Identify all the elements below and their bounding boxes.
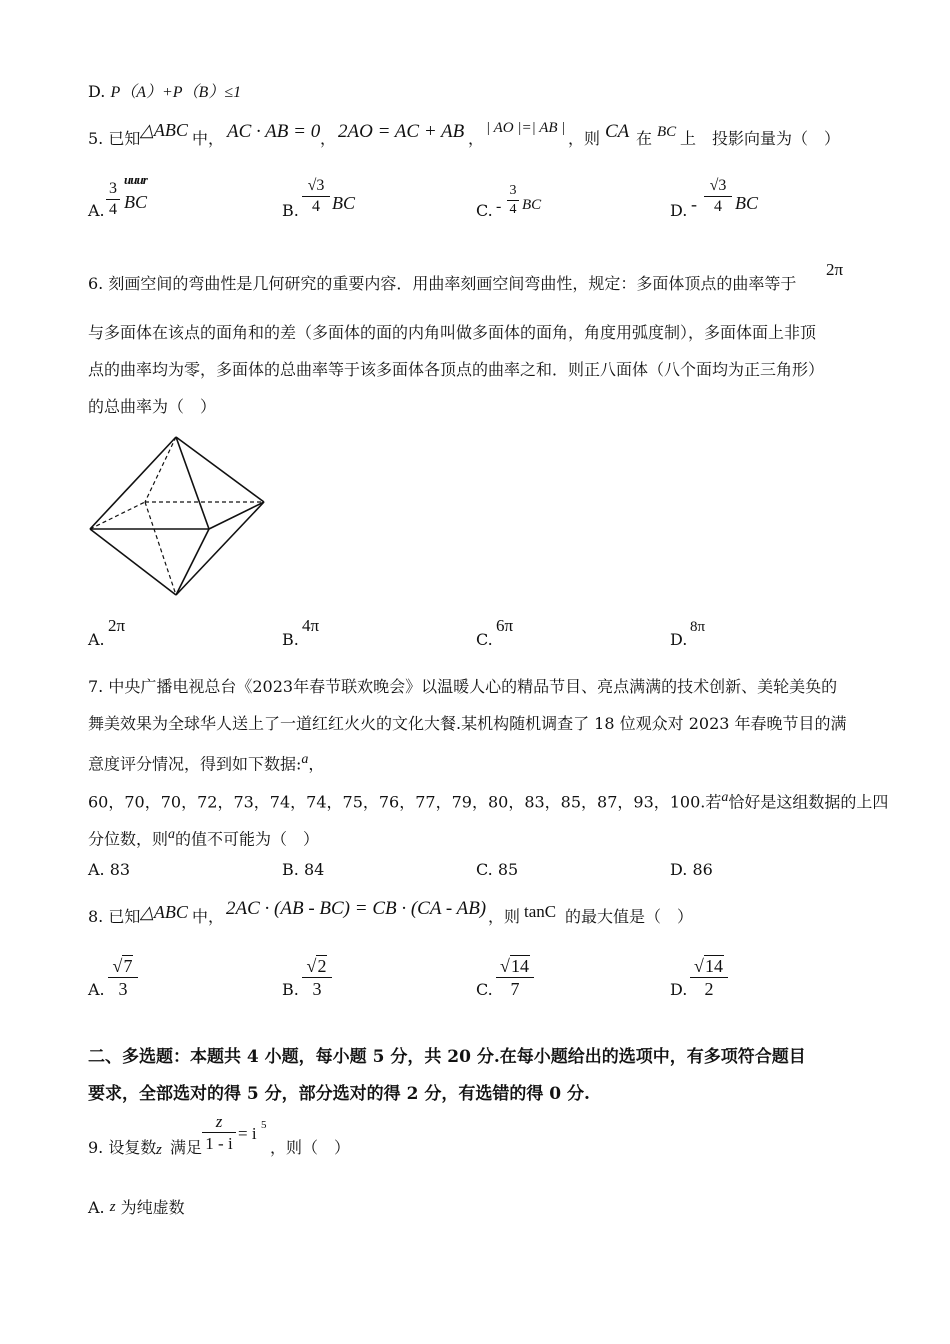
q5-cond3: | AO |=| AB | — [486, 120, 566, 136]
q7-line2: 舞美效果为全球华人送上了一道红红火火的文化大餐.某机构随机调查了 18 位观众对 2023 年春晚节目的满 — [88, 714, 847, 733]
q5-option-a-arrow: uuur — [124, 172, 147, 187]
edge — [176, 437, 264, 502]
edge — [90, 529, 176, 595]
octahedron-figure — [80, 430, 280, 605]
q5-zhong: 中， — [192, 129, 225, 148]
q9-mid: 满足 — [170, 1138, 203, 1157]
q8-zhong: 中， — [192, 907, 225, 926]
q6-option-c-label: C. — [476, 630, 493, 649]
q7-option-b: B. 84 — [282, 860, 325, 879]
q5-option-b-fraction: √3 4 — [302, 178, 330, 215]
q4-option-d: D. P（A）+P（B）≤1 — [88, 82, 242, 101]
q8-option-a-label: A. — [88, 980, 105, 999]
q5-option-b-label: B. — [282, 201, 299, 220]
edge — [176, 529, 209, 595]
hidden-edge — [90, 502, 145, 529]
q9-option-a: A. z 为纯虚数 — [88, 1198, 185, 1217]
q6-option-d-label: D. — [670, 630, 688, 649]
q6-option-c-value: 6π — [496, 616, 514, 635]
q7-option-d: D. 86 — [670, 860, 713, 879]
q5-ca: CA — [605, 121, 630, 142]
q6-option-a-label: A. — [88, 630, 105, 649]
q8-option-d-fraction: √14 2 — [690, 957, 728, 998]
q5-option-c-fraction: 3 4 — [507, 184, 519, 217]
q5-option-c-sign: - — [496, 198, 502, 215]
q8-condition: 2AC · (AB - BC) = CB · (CA - AB) — [226, 898, 487, 919]
q6-line3: 点的曲率均为零，多面体的总曲率等于该多面体各顶点的曲率之和．则正八面体（八个面均为正三角形） — [88, 360, 825, 379]
q8-option-d-label: D. — [670, 980, 688, 999]
edge — [176, 502, 264, 595]
q8-option-c-label: C. — [476, 980, 493, 999]
q5-option-a-label: A. — [88, 201, 105, 220]
q6-option-b-value: 4π — [302, 616, 320, 635]
q5-option-c-vector: BC — [522, 197, 542, 213]
q6-line2: 与多面体在该点的面角和的差（多面体的面的内角叫做多面体的面角，角度用弧度制），多面体面上非顶 — [88, 323, 817, 342]
q8-suffix: 的最大值是（ ） — [565, 907, 694, 926]
q9-suffix: ，则（ ） — [270, 1138, 351, 1157]
q6-option-a-value: 2π — [108, 616, 126, 635]
q6-line4: 的总曲率为（ ） — [88, 397, 217, 416]
q8-tanc: tanC — [524, 902, 557, 921]
q5-option-b-vector: BC — [332, 193, 356, 213]
q7-option-a: A. 83 — [88, 860, 131, 879]
q7-line1: 7. 中央广播电视总台《2023年春节联欢晚会》以温暖人心的精品节目、亮点满满的技术创新、美轮美奂的 — [88, 677, 838, 696]
q5-option-a-vector: BC — [124, 192, 148, 212]
q5-triangle: △ABC — [140, 120, 188, 140]
q8-triangle: △ABC — [140, 902, 188, 922]
q5-bc: BC — [657, 124, 677, 140]
q9-z: z — [156, 1142, 162, 1158]
hidden-edge — [145, 502, 176, 595]
q8-ze: ，则 — [488, 907, 521, 926]
q7-line3: 意度评分情况，得到如下数据:$^a$， — [88, 752, 325, 774]
section2-heading-line2: 要求，全部选对的得 5 分，部分选对的得 2 分，有选错的得 0 分. — [88, 1084, 590, 1104]
edge — [90, 437, 176, 529]
q5-option-d-vector: BC — [735, 193, 759, 213]
hidden-edge — [145, 437, 176, 502]
q8-prefix: 8. 已知 — [88, 907, 141, 926]
q9-equals-i: = i — [238, 1124, 257, 1143]
edge — [209, 502, 264, 529]
q8-option-b-label: B. — [282, 980, 299, 999]
q8-option-b-fraction: √2 3 — [302, 957, 332, 998]
q6-option-d-value: 8π — [690, 619, 706, 635]
q6-two-pi: 2π — [826, 260, 844, 279]
q6-line1: 6. 刻画空间的弯曲性是几何研究的重要内容．用曲率刻画空间弯曲性，规定：多面体顶点的曲率等于 — [88, 274, 797, 293]
q5-comma2: ， — [468, 129, 485, 148]
q6-option-b-label: B. — [282, 630, 299, 649]
q9-prefix: 9. 设复数 — [88, 1138, 157, 1157]
q5-option-d-sign: - — [691, 194, 697, 214]
q5-zai: 在 — [636, 129, 653, 148]
q5-option-c-label: C. — [476, 201, 493, 220]
q7-line4: 60，70，70，72，73，74，74，75，76，77，79，80，83，85，87，93，100.若$^a$恰好是这组数据的上四 — [88, 790, 889, 812]
q7-option-c: C. 85 — [476, 860, 519, 879]
q5-cond2: 2AO = AC + AB — [338, 121, 465, 142]
edge — [176, 437, 209, 529]
q5-option-d-fraction: √3 4 — [704, 178, 732, 215]
q5-option-d-label: D. — [670, 201, 688, 220]
q5-ze: ，则 — [568, 129, 601, 148]
q8-option-a-fraction: √7 3 — [108, 957, 138, 998]
q5-comma1: ， — [320, 129, 337, 148]
q5-stem-prefix: 5. 已知 — [88, 129, 141, 148]
section2-heading-line1: 二、多选题：本题共 4 小题，每小题 5 分，共 20 分.在每小题给出的选项中，有多项符合题目 — [88, 1047, 806, 1067]
q9-exponent: 5 — [261, 1119, 267, 1131]
q9-fraction: z 1 - i — [202, 1113, 236, 1152]
q7-line5: 分位数，则$^a$的值不可能为（ ） — [88, 827, 320, 849]
q8-option-c-fraction: √14 7 — [496, 957, 534, 998]
q5-suffix: 上 投影向量为（ ） — [680, 129, 841, 148]
q5-option-a-fraction: 3 4 — [106, 181, 120, 218]
q5-cond1: AC · AB = 0 — [227, 121, 321, 142]
